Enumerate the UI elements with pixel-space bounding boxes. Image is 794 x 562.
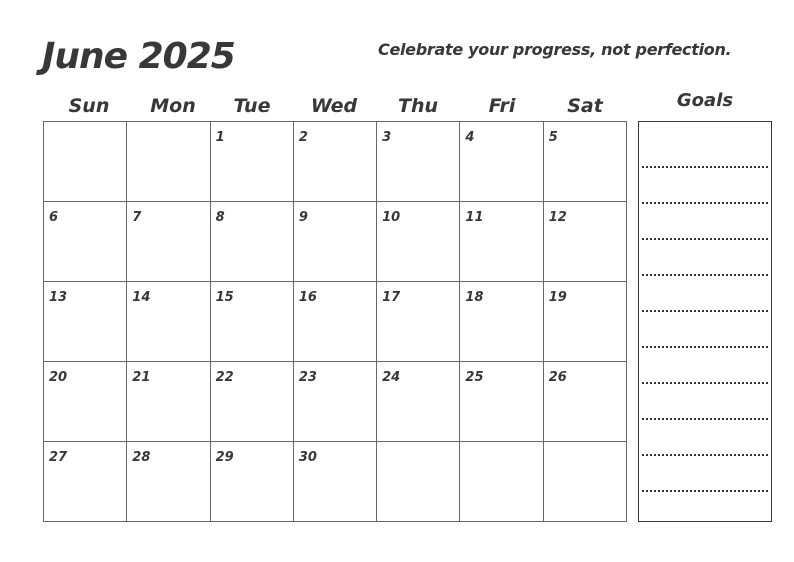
calendar-day-cell[interactable]	[127, 362, 210, 442]
calendar-day-cell[interactable]	[377, 202, 460, 282]
calendar-day-cell[interactable]	[544, 122, 627, 202]
day-number: 1	[215, 130, 225, 145]
weekday-thu: Thu	[397, 95, 438, 117]
calendar-day-cell[interactable]	[294, 202, 377, 282]
goal-line[interactable]	[642, 274, 768, 276]
day-number: 14	[132, 290, 151, 305]
goal-line[interactable]	[642, 238, 768, 240]
calendar-day-cell[interactable]	[294, 442, 377, 522]
calendar-day-cell[interactable]	[127, 122, 210, 202]
calendar-day-cell[interactable]	[127, 282, 210, 362]
day-number: 11	[465, 210, 484, 225]
day-number: 2	[298, 130, 308, 145]
day-number: 6	[49, 210, 59, 225]
day-number: 23	[298, 370, 317, 385]
calendar-day-cell[interactable]	[377, 122, 460, 202]
calendar-day-cell[interactable]	[44, 442, 127, 522]
day-number: 3	[382, 130, 392, 145]
calendar-day-cell[interactable]	[544, 362, 627, 442]
calendar-day-cell[interactable]	[294, 122, 377, 202]
day-number: 4	[465, 130, 475, 145]
goal-line[interactable]	[642, 382, 768, 384]
day-number: 20	[49, 370, 68, 385]
day-number: 16	[298, 290, 317, 305]
goal-line[interactable]	[642, 346, 768, 348]
calendar-day-cell[interactable]	[544, 202, 627, 282]
calendar-day-cell[interactable]	[544, 442, 627, 522]
calendar-day-cell[interactable]	[377, 442, 460, 522]
calendar-day-cell[interactable]	[211, 442, 294, 522]
goal-line[interactable]	[642, 454, 768, 456]
day-number: 25	[465, 370, 484, 385]
day-number: 10	[382, 210, 401, 225]
day-number: 29	[215, 450, 234, 465]
day-number: 18	[465, 290, 484, 305]
calendar-day-cell[interactable]	[460, 282, 543, 362]
calendar-day-cell[interactable]	[211, 122, 294, 202]
weekday-mon: Mon	[150, 95, 196, 117]
day-number: 7	[132, 210, 142, 225]
day-number: 13	[49, 290, 68, 305]
day-number: 17	[382, 290, 401, 305]
goal-line[interactable]	[642, 490, 768, 492]
calendar-day-cell[interactable]	[460, 122, 543, 202]
day-number: 12	[548, 210, 567, 225]
motivational-quote: Celebrate your progress, not perfection.	[378, 40, 732, 59]
weekday-wed: Wed	[310, 95, 358, 117]
calendar-day-cell[interactable]	[211, 282, 294, 362]
goal-line[interactable]	[642, 166, 768, 168]
calendar-day-cell[interactable]	[294, 362, 377, 442]
goal-line[interactable]	[642, 418, 768, 420]
calendar-day-cell[interactable]	[460, 442, 543, 522]
goal-line[interactable]	[642, 202, 768, 204]
calendar-day-cell[interactable]	[544, 282, 627, 362]
calendar-day-cell[interactable]	[44, 122, 127, 202]
calendar-day-cell[interactable]	[377, 282, 460, 362]
weekday-sat: Sat	[567, 95, 603, 117]
calendar-day-cell[interactable]	[460, 202, 543, 282]
calendar-day-cell[interactable]	[211, 202, 294, 282]
day-number: 27	[49, 450, 68, 465]
weekday-fri: Fri	[488, 95, 516, 117]
day-number: 9	[298, 210, 308, 225]
goal-line[interactable]	[642, 310, 768, 312]
day-number: 21	[132, 370, 151, 385]
day-number: 5	[548, 130, 558, 145]
goals-box	[638, 121, 772, 522]
weekday-sun: Sun	[68, 95, 110, 117]
day-number: 22	[215, 370, 234, 385]
weekday-tue: Tue	[233, 95, 271, 117]
day-number: 26	[548, 370, 567, 385]
day-number: 19	[548, 290, 567, 305]
calendar-day-cell[interactable]	[127, 442, 210, 522]
day-number: 15	[215, 290, 234, 305]
day-number: 28	[132, 450, 151, 465]
day-number: 30	[298, 450, 317, 465]
calendar-day-cell[interactable]	[377, 362, 460, 442]
calendar-grid	[43, 121, 627, 522]
day-number: 8	[215, 210, 225, 225]
calendar-day-cell[interactable]	[44, 202, 127, 282]
calendar-day-cell[interactable]	[127, 202, 210, 282]
goals-title: Goals	[676, 90, 734, 111]
calendar-day-cell[interactable]	[211, 362, 294, 442]
calendar-day-cell[interactable]	[460, 362, 543, 442]
calendar-day-cell[interactable]	[44, 282, 127, 362]
calendar-day-cell[interactable]	[294, 282, 377, 362]
month-title: June 2025	[42, 36, 235, 77]
calendar-day-cell[interactable]	[44, 362, 127, 442]
day-number: 24	[382, 370, 401, 385]
